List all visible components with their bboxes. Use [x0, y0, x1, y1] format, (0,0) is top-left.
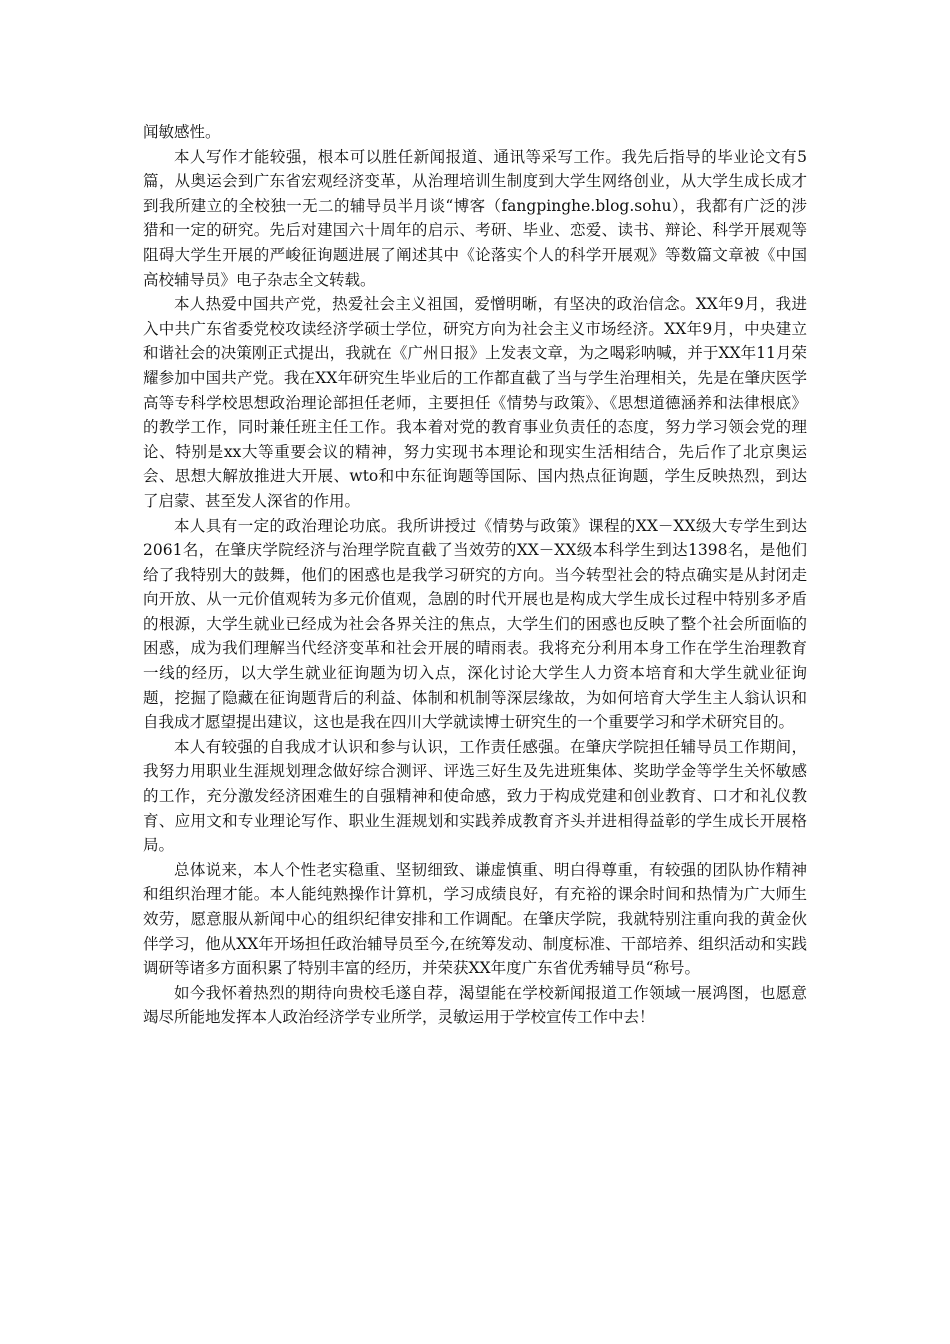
paragraph-self-development: 本人有较强的自我成才认识和参与认识，工作责任感强。在肇庆学院担任辅导员工作期间，我努力用职业生涯规划理念做好综合测评、评选三好生及先进班集体、奖助学金等学生关怀敏感的工作，充分激发经济困难生的自强精神和使命感，致力于构成党建和创业教育、口才和礼仪教育、应用文和专业理论写作、职业生涯规划和实践养成教育齐头并进相得益彰的学生成长开展格局。: [143, 737, 807, 855]
paragraph-summary: 总体说来，本人个性老实稳重、坚韧细致、谦虚慎重、明白得尊重，有较强的团队协作精神和组织治理才能。本人能纯熟操作计算机，学习成绩良好，有充裕的课余时间和热情为广大师生效劳，愿意服从新闻中心的组织纪律安排和工作调配。在肇庆学院，我就特别注重向我的黄金伙伴学习，他从XX年开场担任政治辅导员至今,在统筹发动、制度标准、干部培养、组织活动和实践调研等诸多方面积累了特别丰富的经历，并荣获XX年度广东省优秀辅导员“称号。: [143, 860, 807, 978]
paragraph-writing-ability: 本人写作才能较强，根本可以胜任新闻报道、通讯等采写工作。我先后指导的毕业论文有5篇，从奥运会到广东省宏观经济变革，从治理培训生制度到大学生网络创业，从大学生成长成才到我所建立的全校独一无二的辅导员半月谈“博客（fangpinghe.blog.sohu），我都有广泛的涉猎和一定的研究。先后对建国六十周年的启示、考研、毕业、恋爱、读书、辩论、科学开展观等阻碍大学生开展的严峻征询题进展了阐述其中《论落实个人的科学开展观》等数篇文章被《中国高校辅导员》电子杂志全文转载。: [143, 147, 807, 289]
paragraph-closing: 如今我怀着热烈的期待向贵校毛遂自荐，渴望能在学校新闻报道工作领域一展鸿图，也愿意竭尽所能地发挥本人政治经济学专业所学，灵敏运用于学校宣传工作中去！: [143, 983, 807, 1027]
document-body: [143, 120, 807, 1030]
paragraph-continuation: 闻敏感性。: [143, 123, 221, 141]
paragraph-theory-foundation: 本人具有一定的政治理论功底。我所讲授过《情势与政策》课程的XX－XX级大专学生到达2061名，在肇庆学院经济与治理学院直截了当效劳的XX－XX级本科学生到达1398名，是他们给了我特别大的鼓舞，他们的困惑也是我学习研究的方向。当今转型社会的特点确实是从封闭走向开放、从一元价值观转为多元价值观，急剧的时代开展也是构成大学生成长过程中特别多矛盾的根源，大学生就业已经成为社会各界关注的焦点，大学生们的困惑也反映了整个社会所面临的困惑，成为我们理解当代经济变革和社会开展的晴雨表。我将充分利用本身工作在学生治理教育一线的经历，以大学生就业征询题为切入点，深化讨论大学生人力资本培育和大学生就业征询题，挖掘了隐藏在征询题背后的利益、体制和机制等深层缘故，为如何培育大学生主人翁认识和自我成才愿望提出建议，这也是我在四川大学就读博士研究生的一个重要学习和学术研究目的。: [143, 516, 807, 732]
paragraph-political-belief: 本人热爱中国共产党，热爱社会主义祖国，爱憎明晰，有坚决的政治信念。XX年9月，我进入中共广东省委党校攻读经济学硕士学位，研究方向为社会主义市场经济。XX年9月，中央建立和谐社会的决策刚正式提出，我就在《广州日报》上发表文章，为之喝彩呐喊，并于XX年11月荣耀参加中国共产党。我在XX年研究生毕业后的工作都直截了当与学生治理相关，先是在肇庆医学高等专科学校思想政治理论部担任老师，主要担任《情势与政策》、《思想道德涵养和法律根底》的教学工作，同时兼任班主任工作。我本着对党的教育事业负责任的态度，努力学习领会党的理论、特别是xx大等重要会议的精神，努力实现书本理论和现实生活相结合，先后作了北京奥运会、思想大解放推进大开展、wto和中东征询题等国际、国内热点征询题，学生反映热烈，到达了启蒙、甚至发人深省的作用。: [143, 295, 807, 510]
